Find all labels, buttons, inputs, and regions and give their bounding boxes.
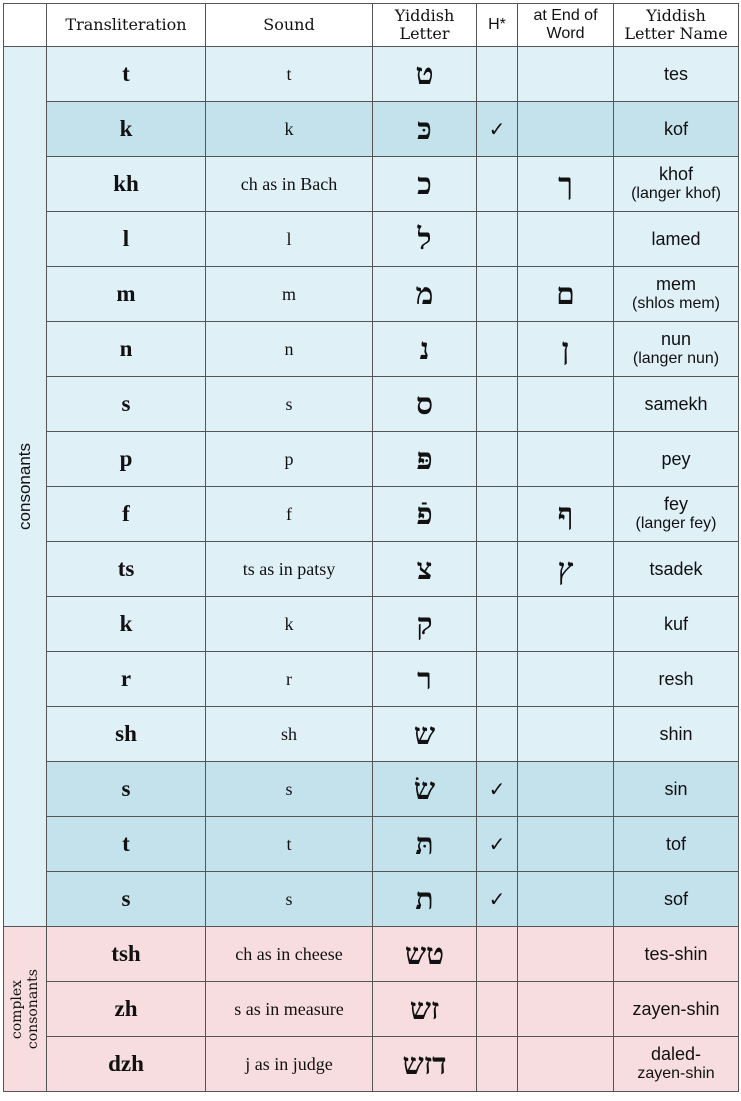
yiddish-letter-glyph: ק <box>416 606 433 642</box>
letter-name-cell <box>614 432 739 487</box>
end-of-word-cell <box>518 377 614 432</box>
letter-name-text: nun (langer nun) <box>632 329 720 367</box>
h-cell <box>477 817 518 872</box>
yiddish-letter-cell <box>373 47 477 102</box>
sound-cell <box>206 597 373 652</box>
yiddish-letter-glyph: ת <box>415 881 434 917</box>
letter-name-text: tes <box>663 63 688 84</box>
h-cell <box>477 762 518 817</box>
sound-cell <box>206 157 373 212</box>
sound-cell <box>206 762 373 817</box>
h-cell <box>477 47 518 102</box>
h-cell <box>477 487 518 542</box>
yiddish-letter-glyph: תּ <box>415 826 434 862</box>
letter-name-cell <box>614 707 739 762</box>
final-form-glyph: ך <box>558 166 573 202</box>
letter-name-text: kuf <box>663 613 688 634</box>
yiddish-letter-glyph: צ <box>416 551 433 587</box>
yiddish-letter-cell <box>373 102 477 157</box>
transliteration-cell <box>47 597 206 652</box>
letter-name-text: samekh <box>644 393 708 414</box>
checkmark-icon: ✓ <box>488 887 506 911</box>
h-cell <box>477 377 518 432</box>
letter-name-text: kof <box>663 118 688 139</box>
sound-text: l <box>286 228 292 249</box>
sound-cell <box>206 652 373 707</box>
h-cell <box>477 212 518 267</box>
table-row <box>4 982 739 1037</box>
sound-text: s <box>285 778 293 799</box>
yiddish-letter-cell <box>373 212 477 267</box>
header-sound: Sound <box>206 4 373 47</box>
transliteration-cell <box>47 1037 206 1092</box>
letter-name-cell <box>614 762 739 817</box>
transliteration-text: kh <box>113 171 139 196</box>
transliteration-text: p <box>119 446 133 471</box>
transliteration-text: tsh <box>111 941 141 966</box>
yiddish-letter-glyph: ל <box>417 221 432 257</box>
yiddish-letter-cell <box>373 542 477 597</box>
transliteration-text: sh <box>115 721 137 746</box>
letter-name-cell <box>614 817 739 872</box>
yiddish-alphabet-table-container <box>3 3 739 1092</box>
transliteration-text: dzh <box>108 1051 144 1076</box>
header-letter-name: Yiddish Letter Name <box>614 4 739 47</box>
yiddish-letter-glyph: מ <box>415 276 434 312</box>
transliteration-text: zh <box>114 996 138 1021</box>
transliteration-cell <box>47 432 206 487</box>
letter-name-text: tsadek <box>649 558 703 579</box>
transliteration-cell <box>47 47 206 102</box>
table-row <box>4 542 739 597</box>
letter-name-text: khof (langer khof) <box>631 164 721 202</box>
final-form-glyph: ץ <box>557 551 574 587</box>
letter-name-text: tof <box>665 833 686 854</box>
yiddish-letter-glyph: זש <box>409 991 440 1027</box>
transliteration-cell <box>47 872 206 927</box>
letter-name-text: shin <box>659 723 693 744</box>
h-cell <box>477 597 518 652</box>
transliteration-text: n <box>119 336 133 361</box>
table-row <box>4 817 739 872</box>
final-form-glyph: ם <box>556 276 575 312</box>
transliteration-cell <box>47 102 206 157</box>
yiddish-letter-cell <box>373 432 477 487</box>
yiddish-letter-glyph: כּ <box>417 111 432 147</box>
letter-name-cell <box>614 47 739 102</box>
sound-cell <box>206 432 373 487</box>
letter-name-cell <box>614 652 739 707</box>
letter-name-cell <box>614 267 739 322</box>
yiddish-letter-cell <box>373 487 477 542</box>
sound-text: j as in judge <box>245 1053 333 1074</box>
sound-text: s as in measure <box>234 998 344 1019</box>
sound-cell <box>206 102 373 157</box>
yiddish-letter-cell <box>373 597 477 652</box>
sound-text: ch as in Bach <box>240 173 338 194</box>
final-form-glyph: ף <box>557 496 574 532</box>
h-cell <box>477 1037 518 1092</box>
end-of-word-cell <box>518 47 614 102</box>
end-of-word-cell <box>518 927 614 982</box>
yiddish-letter-cell <box>373 872 477 927</box>
yiddish-letter-glyph: נ <box>419 331 430 367</box>
sound-cell <box>206 377 373 432</box>
transliteration-text: s <box>121 391 131 416</box>
sound-cell <box>206 1037 373 1092</box>
sound-text: k <box>284 118 294 139</box>
table-row <box>4 212 739 267</box>
yiddish-letter-glyph: פֿ <box>416 496 433 532</box>
transliteration-cell <box>47 212 206 267</box>
h-cell <box>477 707 518 762</box>
table-row <box>4 762 739 817</box>
transliteration-cell <box>47 267 206 322</box>
sound-text: s <box>285 888 293 909</box>
table-row <box>4 927 739 982</box>
header-h: H* <box>477 4 518 47</box>
table-row <box>4 432 739 487</box>
complex-consonants-label: complex consonants <box>9 968 41 1050</box>
letter-name-cell <box>614 927 739 982</box>
letter-name-cell <box>614 597 739 652</box>
letter-name-cell <box>614 212 739 267</box>
table-row <box>4 267 739 322</box>
table-row <box>4 377 739 432</box>
h-cell <box>477 927 518 982</box>
end-of-word-cell <box>518 102 614 157</box>
yiddish-letter-glyph: שׂ <box>413 771 436 807</box>
sound-text: r <box>286 668 292 689</box>
sound-text: ts as in patsy <box>242 558 336 579</box>
yiddish-letter-cell <box>373 322 477 377</box>
sound-cell <box>206 322 373 377</box>
letter-name-cell <box>614 157 739 212</box>
letter-name-cell <box>614 322 739 377</box>
table-row <box>4 597 739 652</box>
checkmark-icon: ✓ <box>488 117 506 141</box>
table-row <box>4 1037 739 1092</box>
table-row <box>4 102 739 157</box>
transliteration-cell <box>47 377 206 432</box>
header-end-of-word: at End of Word <box>518 4 614 47</box>
letter-name-text: sin <box>664 778 688 799</box>
end-of-word-cell <box>518 432 614 487</box>
sound-text: sh <box>280 723 297 744</box>
transliteration-cell <box>47 817 206 872</box>
transliteration-cell <box>47 652 206 707</box>
yiddish-letter-glyph: ט <box>415 56 434 92</box>
transliteration-text: t <box>122 831 130 856</box>
sound-text: m <box>281 283 296 304</box>
transliteration-cell <box>47 762 206 817</box>
end-of-word-cell <box>518 322 614 377</box>
sound-cell <box>206 47 373 102</box>
yiddish-letter-glyph: כ <box>417 166 432 202</box>
end-of-word-cell <box>518 597 614 652</box>
transliteration-text: f <box>122 501 130 526</box>
sound-cell <box>206 707 373 762</box>
letter-name-cell <box>614 1037 739 1092</box>
table-row <box>4 487 739 542</box>
letter-name-text: fey (langer fey) <box>635 494 717 532</box>
letter-name-text: resh <box>658 668 694 689</box>
letter-name-text: zayen-shin <box>632 998 720 1019</box>
sound-text: f <box>286 503 292 524</box>
yiddish-letter-cell <box>373 817 477 872</box>
header-row <box>4 4 739 47</box>
sound-text: p <box>284 448 294 469</box>
letter-name-cell <box>614 542 739 597</box>
sound-text: s <box>285 393 293 414</box>
sound-text: t <box>286 833 292 854</box>
h-cell <box>477 652 518 707</box>
checkmark-icon: ✓ <box>488 777 506 801</box>
letter-name-text: tes-shin <box>644 943 708 964</box>
end-of-word-cell <box>518 212 614 267</box>
table-row <box>4 47 739 102</box>
transliteration-text: t <box>122 61 130 86</box>
yiddish-letter-glyph: טש <box>404 936 445 972</box>
sound-text: ch as in cheese <box>235 943 343 964</box>
transliteration-cell <box>47 157 206 212</box>
yiddish-letter-cell <box>373 982 477 1037</box>
transliteration-cell <box>47 487 206 542</box>
letter-name-cell <box>614 982 739 1037</box>
end-of-word-cell <box>518 157 614 212</box>
yiddish-letter-cell <box>373 762 477 817</box>
yiddish-letter-cell <box>373 157 477 212</box>
sound-cell <box>206 927 373 982</box>
transliteration-cell <box>47 927 206 982</box>
yiddish-letter-glyph: ש <box>413 716 436 752</box>
transliteration-text: r <box>120 666 132 691</box>
end-of-word-cell <box>518 652 614 707</box>
h-cell <box>477 872 518 927</box>
h-cell <box>477 157 518 212</box>
h-cell <box>477 267 518 322</box>
sound-text: n <box>284 338 294 359</box>
sound-cell <box>206 542 373 597</box>
transliteration-text: s <box>121 776 131 801</box>
checkmark-icon: ✓ <box>488 832 506 856</box>
letter-name-cell <box>614 487 739 542</box>
transliteration-text: ts <box>117 556 135 581</box>
yiddish-letter-glyph: פּ <box>416 441 433 477</box>
sound-cell <box>206 982 373 1037</box>
letter-name-cell <box>614 377 739 432</box>
table-row <box>4 322 739 377</box>
h-cell <box>477 322 518 377</box>
h-cell <box>477 102 518 157</box>
transliteration-cell <box>47 542 206 597</box>
letter-name-text: mem (shlos mem) <box>631 274 720 312</box>
transliteration-cell <box>47 322 206 377</box>
end-of-word-cell <box>518 872 614 927</box>
end-of-word-cell <box>518 267 614 322</box>
yiddish-letter-cell <box>373 267 477 322</box>
yiddish-letter-cell <box>373 652 477 707</box>
yiddish-letter-cell <box>373 377 477 432</box>
transliteration-text: l <box>122 226 130 251</box>
end-of-word-cell <box>518 817 614 872</box>
end-of-word-cell <box>518 542 614 597</box>
sound-text: k <box>284 613 294 634</box>
header-transliteration: Transliteration <box>47 4 206 47</box>
yiddish-letter-glyph: דזש <box>402 1046 447 1082</box>
table-row <box>4 707 739 762</box>
table-row <box>4 652 739 707</box>
end-of-word-cell <box>518 982 614 1037</box>
transliteration-text: k <box>119 611 133 636</box>
yiddish-letter-glyph: ס <box>415 386 434 422</box>
final-form-glyph: ן <box>561 331 570 367</box>
sound-text: t <box>286 63 292 84</box>
letter-name-cell <box>614 872 739 927</box>
yiddish-letter-cell <box>373 927 477 982</box>
h-cell <box>477 432 518 487</box>
sound-cell <box>206 487 373 542</box>
consonants-label: consonants <box>15 443 34 530</box>
table-row <box>4 157 739 212</box>
yiddish-alphabet-table <box>3 3 739 1092</box>
letter-name-text: pey <box>661 448 691 469</box>
end-of-word-cell <box>518 487 614 542</box>
transliteration-text: m <box>116 281 136 306</box>
yiddish-letter-cell <box>373 707 477 762</box>
sound-cell <box>206 817 373 872</box>
end-of-word-cell <box>518 707 614 762</box>
transliteration-text: s <box>121 886 131 911</box>
yiddish-letter-cell <box>373 1037 477 1092</box>
sound-cell <box>206 267 373 322</box>
letter-name-text: sof <box>663 888 688 909</box>
table-body <box>4 47 739 1092</box>
end-of-word-cell <box>518 762 614 817</box>
transliteration-text: k <box>119 116 133 141</box>
transliteration-cell <box>47 982 206 1037</box>
h-cell <box>477 542 518 597</box>
sound-cell <box>206 212 373 267</box>
header-yiddish-letter: Yiddish Letter <box>373 4 477 47</box>
sound-cell <box>206 872 373 927</box>
yiddish-letter-glyph: ר <box>417 661 432 697</box>
group-label-consonants <box>4 47 47 927</box>
header-group-cell <box>4 4 47 47</box>
letter-name-text: daled- zayen-shin <box>637 1044 715 1082</box>
transliteration-cell <box>47 707 206 762</box>
group-label-complex-consonants <box>4 927 47 1092</box>
end-of-word-cell <box>518 1037 614 1092</box>
letter-name-text: lamed <box>651 228 701 249</box>
letter-name-cell <box>614 102 739 157</box>
table-row <box>4 872 739 927</box>
h-cell <box>477 982 518 1037</box>
